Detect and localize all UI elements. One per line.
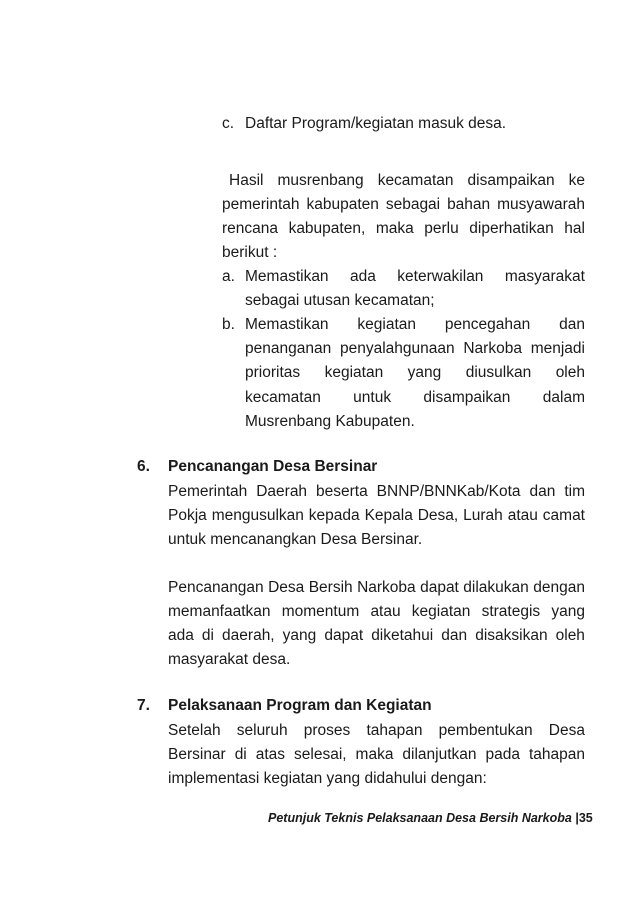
word: Lurah bbox=[463, 507, 503, 524]
section-7-heading: Pelaksanaan Program dan Kegiatan bbox=[168, 697, 432, 714]
word: kecamatan bbox=[377, 172, 454, 189]
section-6-p2-line-1 bbox=[168, 578, 585, 598]
hasil-line-2 bbox=[222, 195, 585, 215]
word: kepada bbox=[308, 507, 360, 524]
section-6-p2-line-2 bbox=[168, 602, 585, 622]
word: dilanjutkan bbox=[402, 746, 477, 763]
word: disampaikan bbox=[423, 389, 511, 406]
footer-title: Petunjuk Teknis Pelaksanaan Desa Bersih Narkoba bbox=[268, 811, 572, 825]
word: disampaikan bbox=[467, 172, 555, 189]
word: kegiatan bbox=[357, 316, 417, 333]
section-7-line-3: implementasi kegiatan yang didahului dengan: bbox=[168, 770, 487, 787]
word: dalam bbox=[542, 389, 585, 406]
word: di bbox=[234, 746, 247, 763]
word: selesai, bbox=[294, 746, 347, 763]
word: Kepala bbox=[364, 507, 413, 524]
word: musrenbang bbox=[277, 172, 364, 189]
list-item-c-text: Daftar Program/kegiatan masuk desa. bbox=[245, 115, 507, 132]
section-6-p2-line-3 bbox=[168, 626, 585, 646]
section-6-p1-line-2 bbox=[168, 506, 585, 526]
word: Bersinar bbox=[168, 746, 226, 763]
word: masyarakat bbox=[504, 268, 585, 285]
word: keterwakilan bbox=[397, 268, 484, 285]
word: yang bbox=[551, 603, 585, 620]
word: Desa bbox=[548, 722, 585, 739]
section-6-p1-line-1 bbox=[168, 482, 585, 502]
word: beserta bbox=[316, 483, 368, 500]
word: pembentukan bbox=[438, 722, 533, 739]
word: dapat bbox=[420, 579, 459, 596]
word: seluruh bbox=[236, 722, 288, 739]
word: Narkoba bbox=[463, 340, 522, 357]
word: untuk bbox=[353, 389, 392, 406]
item-b-line-4 bbox=[245, 388, 585, 408]
footer-separator: | bbox=[575, 811, 579, 825]
word: penyalahgunaan bbox=[339, 340, 455, 357]
word: Bersih bbox=[308, 579, 353, 596]
word: atas bbox=[255, 746, 286, 763]
word: kabupaten, bbox=[288, 220, 366, 237]
word: dengan bbox=[533, 579, 585, 596]
word: pemerintah bbox=[222, 196, 300, 213]
word: pada bbox=[485, 746, 520, 763]
word: atau bbox=[370, 603, 401, 620]
word: maka bbox=[375, 220, 414, 237]
word: ada bbox=[168, 627, 194, 644]
word: diperhatikan bbox=[469, 220, 554, 237]
list-marker-c: c. bbox=[222, 115, 235, 132]
word: Pemerintah bbox=[168, 483, 248, 500]
word: Pokja bbox=[168, 507, 207, 524]
word: mengusulkan bbox=[211, 507, 304, 524]
hasil-line-1 bbox=[229, 171, 585, 191]
section-7-line-2 bbox=[168, 745, 585, 765]
word: bahan bbox=[447, 196, 491, 213]
word: kabupaten bbox=[306, 196, 379, 213]
section-7-line-1 bbox=[168, 721, 585, 741]
word: Memastikan bbox=[245, 316, 329, 333]
item-b-line-1 bbox=[245, 315, 585, 335]
word: ke bbox=[568, 172, 585, 189]
word: Desa, bbox=[417, 507, 459, 524]
word: proses bbox=[303, 722, 351, 739]
word: perlu bbox=[424, 220, 459, 237]
word: tahapan bbox=[366, 722, 423, 739]
word: dilakukan bbox=[463, 579, 529, 596]
word: Memastikan bbox=[245, 268, 329, 285]
word: strategis bbox=[481, 603, 541, 620]
word: memanfaatkan bbox=[168, 603, 271, 620]
word: yang bbox=[282, 627, 317, 644]
word: daerah, bbox=[222, 627, 275, 644]
word: kecamatan bbox=[245, 389, 321, 406]
word: hal bbox=[564, 220, 585, 237]
word: Desa bbox=[268, 579, 305, 596]
hasil-line-3 bbox=[222, 219, 585, 239]
word: Daerah bbox=[256, 483, 308, 500]
word: Setelah bbox=[168, 722, 221, 739]
item-a-line-1 bbox=[245, 267, 585, 287]
word: tahapan bbox=[528, 746, 585, 763]
section-6-p1-line-3: untuk mencanangkan Desa Bersinar. bbox=[168, 531, 423, 548]
section-7-number: 7. bbox=[137, 697, 150, 714]
word: prioritas bbox=[245, 364, 301, 381]
word: diusulkan bbox=[465, 364, 532, 381]
word: oleh bbox=[555, 364, 585, 381]
section-6-number: 6. bbox=[137, 458, 150, 475]
section-6-heading: Pencanangan Desa Bersinar bbox=[168, 458, 378, 475]
word: di bbox=[201, 627, 214, 644]
word: menjadi bbox=[530, 340, 585, 357]
hasil-line-4: berikut : bbox=[222, 244, 278, 261]
word: Hasil bbox=[229, 172, 264, 189]
word: rencana bbox=[222, 220, 279, 237]
word: dan bbox=[559, 316, 585, 333]
word: momentum bbox=[281, 603, 360, 620]
word: pencegahan bbox=[444, 316, 531, 333]
list-marker-b: b. bbox=[222, 316, 235, 333]
item-b-line-2 bbox=[245, 339, 585, 359]
word: kegiatan bbox=[324, 364, 384, 381]
list-marker-a: a. bbox=[222, 268, 235, 285]
word: dan bbox=[529, 483, 556, 500]
word: camat bbox=[542, 507, 585, 524]
item-b-line-3 bbox=[245, 363, 585, 383]
word: kegiatan bbox=[411, 603, 471, 620]
page-number: 35 bbox=[578, 811, 593, 825]
word: ada bbox=[349, 268, 376, 285]
word: dan bbox=[441, 627, 468, 644]
item-a-line-2: sebagai utusan kecamatan; bbox=[245, 292, 435, 309]
word: dapat bbox=[324, 627, 364, 644]
word: atau bbox=[507, 507, 538, 524]
word: tim bbox=[564, 483, 585, 500]
section-6-p2-line-4: masyarakat desa. bbox=[168, 651, 291, 668]
word: oleh bbox=[555, 627, 585, 644]
word: diketahui bbox=[371, 627, 434, 644]
word: musyawarah bbox=[497, 196, 585, 213]
word: penanganan bbox=[245, 340, 332, 357]
item-b-line-5: Musrenbang Kabupaten. bbox=[245, 413, 415, 430]
word: yang bbox=[407, 364, 442, 381]
word: BNNP/BNNKab/Kota bbox=[376, 483, 521, 500]
page-footer bbox=[268, 809, 593, 827]
word: maka bbox=[355, 746, 394, 763]
word: disaksikan bbox=[475, 627, 548, 644]
word: Pencanangan bbox=[168, 579, 264, 596]
word: sebagai bbox=[385, 196, 441, 213]
word: Narkoba bbox=[357, 579, 416, 596]
